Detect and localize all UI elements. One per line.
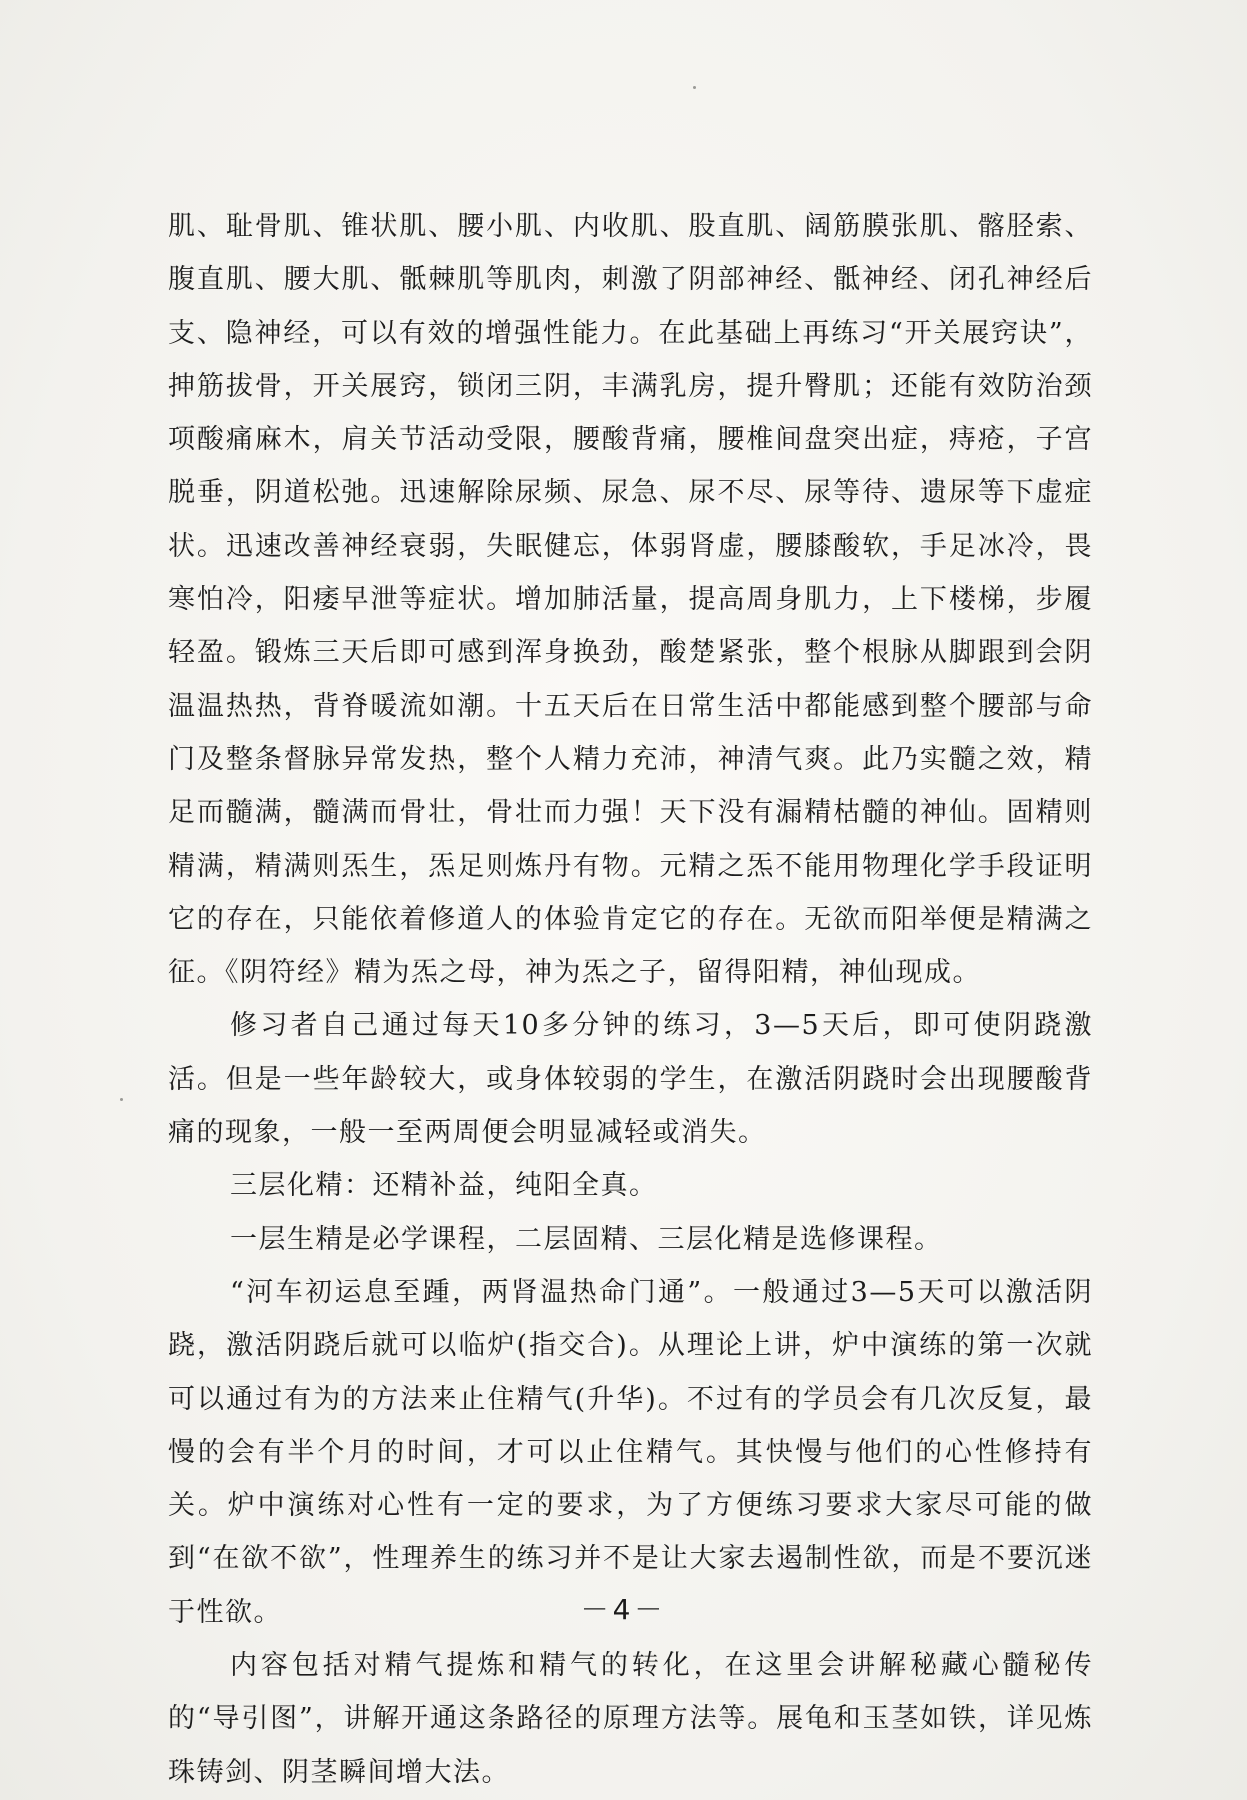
body-text <box>168 200 1093 1799</box>
paragraph-practice-results: 修习者自己通过每天10多分钟的练习，3—5天后，即可使阴跷激活。但是一些年龄较大，或身体较弱的学生，在激活阴跷时会出现腰酸背痛的现象，一般一至两周便会明显减轻或消失。 <box>168 1010 1093 1149</box>
paragraph-hechequote: “河车初运息至踵，两肾温热命门通”。一般通过3—5天可以激活阴跷，激活阴跷后就可以临炉(指交合)。从理论上讲，炉中演练的第一次就可以通过有为的方法来止住精气(升华)。不过有的学员会有几次反复，最慢的会有半个月的时间，才可以止住精气。其快慢与他们的心性修持有关。炉中演练对心性有一定的要求，为了方便练习要求大家尽可能的做到“在欲不欲”，性理养生的练习并不是让大家去遏制性欲，而是不要沉迷于性欲。 <box>168 1276 1093 1628</box>
paragraph-content-summary: 内容包括对精气提炼和精气的转化，在这里会讲解秘藏心髓秘传的“导引图”，讲解开通这条路径的原理方法等。展龟和玉茎如铁，详见炼珠铸剑、阴茎瞬间增大法。 <box>168 1650 1093 1788</box>
page-number: －4－ <box>580 1593 667 1626</box>
paragraph-courses: 一层生精是必学课程，二层固精、三层化精是选修课程。 <box>230 1223 943 1255</box>
scan-speck <box>693 86 696 89</box>
paragraph-third-level: 三层化精：还精补益，纯阳全真。 <box>230 1170 658 1202</box>
scan-speck <box>120 1098 123 1101</box>
paragraph-continuation: 肌、耻骨肌、锥状肌、腰小肌、内收肌、股直肌、阔筋膜张肌、髂胫索、腹直肌、腰大肌、骶棘肌等肌肉，刺激了阴部神经、骶神经、闭孔神经后支、隐神经，可以有效的增强性能力。在此基础上再练习“开关展窍诀”，抻筋拔骨，开关展窍，锁闭三阴，丰满乳房，提升臀肌；还能有效防治颈项酸痛麻木，肩关节活动受限，腰酸背痛，腰椎间盘突出症，痔疮，子宫脱垂，阴道松弛。迅速解除尿频、尿急、尿不尽、尿等待、遗尿等下虚症状。迅速改善神经衰弱，失眠健忘，体弱肾虚，腰膝酸软，手足冰冷，畏寒怕冷，阳痿早泄等症状。增加肺活量，提高周身肌力，上下楼梯，步履轻盈。锻炼三天后即可感到浑身换劲，酸楚紧张，整个根脉从脚跟到会阴温温热热，背脊暖流如潮。十五天后在日常生活中都能感到整个腰部与命门及整条督脉异常发热，整个人精力充沛，神清气爽。此乃实髓之效，精足而髓满，髓满而骨壮，骨壮而力强！天下没有漏精枯髓的神仙。固精则精满，精满则炁生，炁足则炼丹有物。元精之炁不能用物理化学手段证明它的存在，只能依着修道人的体验肯定它的存在。无欲而阳举便是精满之征。《阴符经》精为炁之母，神为炁之子，留得阳精，神仙现成。 <box>168 211 1093 989</box>
